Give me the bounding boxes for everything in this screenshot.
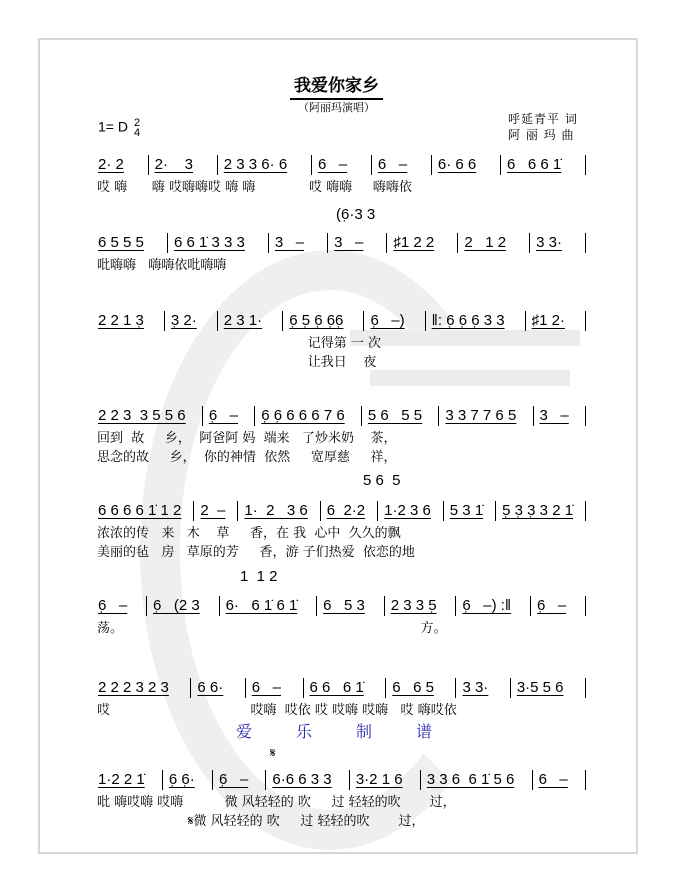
measure: 3 – <box>328 233 387 253</box>
measure: 6· 6 1̇ 6 1̇ <box>220 596 318 616</box>
measure: 6̣ – <box>531 596 586 616</box>
measure: 6 5 3 <box>317 596 385 616</box>
performer-subtitle: （阿丽玛演唱） <box>298 101 375 114</box>
lyric-line: 哎 嗨 嗨 哎嗨嗨哎 嗨 嗨 哎 嗨嗨 嗨嗨依 <box>97 180 412 195</box>
measure: 6 6 5 <box>386 678 456 698</box>
time-bottom: 4 <box>133 127 141 139</box>
measure: 3 – <box>534 406 586 426</box>
measure: 3 3· <box>456 678 510 698</box>
measure: 6̣ 6̣· <box>163 770 213 790</box>
measure: 2 2 3 3 5 5 6 <box>96 406 203 426</box>
measure: 6̣ 6̣ 6 6 6 7 6 <box>255 406 362 426</box>
measure: 2 3 3 5̣ <box>385 596 457 616</box>
measure: 2 3 1· <box>218 311 283 331</box>
lyric-line: 荡。 方。 <box>97 621 447 636</box>
measure: 3̣ 2· <box>165 311 218 331</box>
lyric-line: 回到 故 乡， 阿爸阿 妈 端来 了炒米奶 茶， <box>97 431 397 446</box>
measure: 6 6· <box>191 678 245 698</box>
measure: 3 3· <box>530 233 586 253</box>
time-signature <box>134 118 140 138</box>
measure: 5 6 5 5 <box>362 406 439 426</box>
measure: 6 6 6 6 1̇ 1 2 <box>96 501 194 521</box>
composer: 阿 丽 玛 曲 <box>508 128 575 142</box>
staff-row <box>96 406 586 426</box>
staff-row <box>96 678 586 698</box>
staff-row <box>96 311 586 331</box>
lyric-line: 哎 哎嗨 哎依 哎 哎嗨 哎嗨 哎 嗨哎依 <box>97 703 457 718</box>
lyric-line: 吡 嗨哎嗨 哎嗨 微 风轻轻的 吹 过 轻轻的吹 过， <box>97 795 456 810</box>
measure: ‖: 6̣ 6̣ 6̣ 3 3 <box>426 311 526 331</box>
measure: ♯1 2 2 <box>387 233 458 253</box>
staff-row <box>96 155 586 175</box>
measure: 6̣ (2 3 <box>147 596 220 616</box>
lyric-line: 思念的故 乡， 你的神情 依然 宽厚慈 祥， <box>97 450 397 465</box>
alt-notes-2: 1 1 2 <box>240 568 278 585</box>
measure: 6 6 6 1̇ <box>304 678 387 698</box>
measure: 2 2 2 3 2 3 <box>96 678 191 698</box>
measure: 2· 2 <box>96 155 149 175</box>
measure: 5̣ 3̣ 3̣ 3 2 1̇ <box>496 501 586 521</box>
segno-icon: 𝄋 <box>270 745 276 760</box>
staff-row <box>96 596 586 616</box>
measure: ♯1 2· <box>526 311 586 331</box>
measure: 3·2 1 6 <box>350 770 421 790</box>
measure: 3·5 5 6 <box>511 678 586 698</box>
measure: 6· 6 6 <box>432 155 501 175</box>
lyric-line: 让我日 夜 <box>97 355 377 370</box>
measure: 2 1 2 <box>458 233 530 253</box>
measure: 1· 2 3 6 <box>238 501 320 521</box>
measure: 3 – <box>269 233 328 253</box>
measure: 6̣ –) <box>364 311 425 331</box>
watermark-bar <box>350 330 580 346</box>
measure: 6 – <box>372 155 432 175</box>
measure: 2 – <box>194 501 238 521</box>
measure: 6 – <box>246 678 304 698</box>
lyric-line: 美丽的毡 房 草原的芳 香，游 子们热爱 依恋的地 <box>97 545 415 560</box>
watermark-text: 爱乐制谱 <box>236 722 477 741</box>
staff-row <box>96 233 586 253</box>
intro-annotation: (6̣·3 3 <box>336 206 376 223</box>
measure: 6 6 6 1̇ <box>501 155 586 175</box>
measure: 6̣ – <box>213 770 266 790</box>
measure: 6·6 6 3 3 <box>266 770 349 790</box>
measure: 3 3 7 7 6 5 <box>439 406 533 426</box>
measure: 3 3 6 6 1̇ 5 6 <box>421 770 533 790</box>
measure: 6̣ –) :‖ <box>456 596 531 616</box>
staff-row <box>96 770 586 790</box>
measure: 6 – <box>533 770 586 790</box>
lyricist: 呼延青平 词 <box>508 112 578 126</box>
measure: 6̣ 5̣ 6̣ 6̣6̣ <box>283 311 364 331</box>
measure: 2 3 3 6· 6 <box>218 155 312 175</box>
measure: 6 5 5 5 <box>96 233 168 253</box>
measure: 5 3 1̇ <box>444 501 496 521</box>
alt-notes: 5 6 5 <box>363 472 401 489</box>
measure: 6̣ – <box>96 596 147 616</box>
lyric-line: 记得第 一 次 <box>97 336 382 351</box>
key-signature <box>98 118 140 138</box>
measure: 2 2 1 3̣ <box>96 311 165 331</box>
lyric-line: 𝄋微 风轻轻的 吹 过 轻轻的吹 过， <box>97 814 425 829</box>
time-top: 2 <box>133 117 141 129</box>
measure: 6 6 1̇ 3 3 3 <box>168 233 269 253</box>
song-title: 我爱你家乡 <box>290 76 383 100</box>
staff-row <box>96 501 586 521</box>
measure: 1·2 3 6 <box>378 501 444 521</box>
key-label: 1= D <box>98 118 128 135</box>
lyric-line: 浓浓的传 来 木 草 香，在 我 心中 久久的飘 <box>97 526 401 541</box>
lyric-line: 吡嗨嗨 嗨嗨依吡嗨嗨 <box>97 258 227 273</box>
measure: 1·2 2 1̇ <box>96 770 163 790</box>
measure: 6̣ – <box>203 406 255 426</box>
measure: 6 – <box>312 155 372 175</box>
watermark-bar <box>370 370 570 386</box>
measure: 6 2·2 <box>321 501 378 521</box>
measure: 2· 3 <box>149 155 218 175</box>
